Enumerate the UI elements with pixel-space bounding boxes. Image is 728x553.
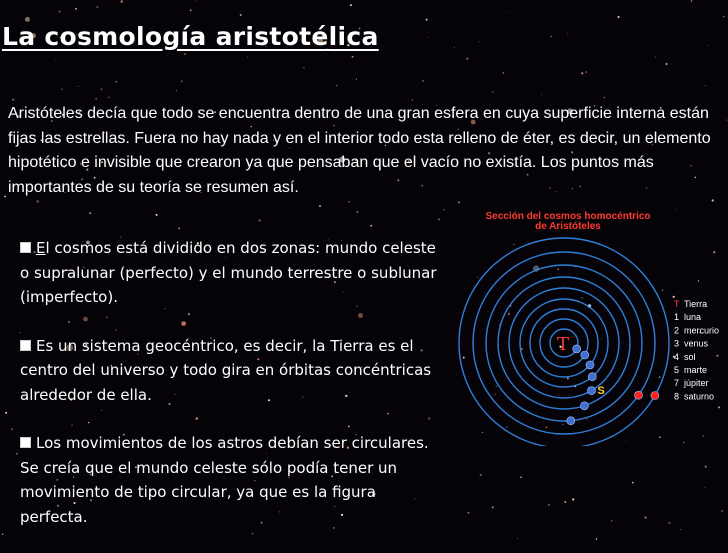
legend-marker: 5 xyxy=(674,365,680,375)
planet-marker xyxy=(573,345,581,353)
star xyxy=(5,412,7,414)
star xyxy=(11,428,13,430)
star xyxy=(356,211,358,213)
star xyxy=(655,57,656,58)
star xyxy=(75,8,77,10)
diagram-subtitle: de Aristóteles xyxy=(535,221,601,232)
star xyxy=(190,10,192,12)
planet-marker xyxy=(588,373,596,381)
star xyxy=(184,53,186,55)
star xyxy=(116,81,117,82)
star xyxy=(55,59,56,60)
square-bullet-icon xyxy=(20,340,31,351)
legend-marker: 2 xyxy=(674,325,680,336)
star xyxy=(517,538,518,539)
legend-label: júpiter xyxy=(684,378,709,389)
star xyxy=(705,466,707,468)
legend-label: luna xyxy=(684,312,702,323)
star xyxy=(454,47,455,48)
star xyxy=(181,80,183,82)
point-text: Los movimientos de los astros debían ser circulares. Se creía que el mundo celeste sólo podía tener un movimiento de tipo circular, ya que es la figura perfecta. xyxy=(20,434,429,526)
star xyxy=(412,99,413,100)
list-item xyxy=(20,431,440,529)
star xyxy=(548,504,550,506)
star xyxy=(669,522,671,524)
star xyxy=(691,0,692,1)
star xyxy=(58,10,60,12)
page-title: La cosmología aristotélica xyxy=(2,22,379,51)
star xyxy=(581,72,583,74)
planet-marker xyxy=(651,392,659,400)
legend-label: Tierra xyxy=(684,299,708,309)
star xyxy=(604,97,605,98)
star xyxy=(356,79,357,80)
star xyxy=(704,487,705,488)
star xyxy=(422,80,423,81)
key-points-list xyxy=(20,236,440,553)
star xyxy=(726,119,727,120)
star xyxy=(444,209,445,210)
star xyxy=(89,212,91,214)
diagram-title: Sección del cosmos homocéntrico xyxy=(485,211,651,222)
legend-marker: 1 xyxy=(674,312,680,323)
star xyxy=(336,85,337,86)
star xyxy=(438,218,440,220)
point-text: Es un sistema geocéntrico, es decir, la Tierra es el centro del universo y todo gira en órbitas concéntricas alrededor de ella. xyxy=(20,336,432,404)
star xyxy=(632,482,634,484)
star xyxy=(156,214,158,216)
star xyxy=(551,36,552,37)
star xyxy=(240,14,242,16)
star xyxy=(426,19,428,21)
star xyxy=(4,196,6,198)
star xyxy=(564,501,566,503)
star xyxy=(370,225,372,227)
legend-marker: 8 xyxy=(674,391,680,402)
legend-label: mercurio xyxy=(684,325,720,336)
earth-label: T xyxy=(556,334,570,355)
star xyxy=(458,201,460,203)
star xyxy=(319,205,321,207)
planet-marker xyxy=(581,351,589,359)
star xyxy=(466,58,468,60)
star xyxy=(178,228,180,230)
star xyxy=(121,0,123,2)
star xyxy=(618,16,620,18)
intro-paragraph: Aristóteles decía que todo se encuentra dentro de una gran esfera en cuya superficie interna están fijas las estrellas. Fuera no hay nada y en el interior todo esta relleno de éter, es decir, un elemento hipotético e invisible que crearon ya que pensaban que el vacío no existía. Los puntos más importantes de su teoría se resumen así. xyxy=(8,105,711,196)
star xyxy=(176,90,177,91)
star xyxy=(78,86,79,87)
legend-label: sol xyxy=(684,351,696,362)
star xyxy=(611,520,613,522)
star xyxy=(666,63,668,65)
star xyxy=(0,266,1,267)
legend-label: marte xyxy=(684,365,708,375)
star xyxy=(542,94,543,95)
star xyxy=(196,0,197,1)
star xyxy=(708,45,709,46)
star xyxy=(507,11,508,12)
star xyxy=(644,516,646,518)
legend-marker: 4 xyxy=(674,351,680,362)
point-first-letter: E xyxy=(36,239,46,257)
star xyxy=(350,4,352,6)
star xyxy=(96,6,98,8)
star xyxy=(61,89,62,90)
sun-label: S xyxy=(597,385,605,397)
star xyxy=(2,534,3,535)
planet-marker xyxy=(635,391,643,399)
point-text: l cosmos está dividido en dos zonas: mundo celeste o supralunar (perfecto) y el mundo terrestre o sublunar (imperfecto). xyxy=(20,239,437,306)
square-bullet-icon xyxy=(20,242,31,253)
diagram-legend xyxy=(674,299,719,401)
star xyxy=(709,97,710,98)
star xyxy=(12,99,14,101)
star xyxy=(492,506,494,508)
star xyxy=(585,71,587,73)
star xyxy=(468,512,470,514)
legend-label: venus xyxy=(684,338,709,349)
legend-marker: 7 xyxy=(674,378,680,389)
star xyxy=(572,498,574,500)
star xyxy=(37,200,39,202)
star xyxy=(478,41,479,42)
star xyxy=(95,98,97,100)
legend-marker: T xyxy=(674,299,680,309)
legend-label: saturno xyxy=(684,391,715,402)
star xyxy=(492,91,494,93)
planet-marker xyxy=(580,402,588,410)
square-bullet-icon xyxy=(20,437,31,448)
planet-marker xyxy=(588,387,596,395)
star xyxy=(480,474,482,476)
star xyxy=(428,37,429,38)
planet-marker xyxy=(567,417,575,425)
star xyxy=(247,57,248,58)
star xyxy=(721,510,723,512)
list-item xyxy=(20,334,440,408)
star xyxy=(16,453,18,455)
cosmos-diagram xyxy=(456,206,728,446)
legend-marker: 3 xyxy=(674,338,680,349)
star xyxy=(349,201,350,202)
star xyxy=(503,72,505,74)
star xyxy=(520,476,522,478)
star xyxy=(680,529,681,530)
star xyxy=(723,16,725,18)
star xyxy=(705,85,706,86)
star xyxy=(101,89,102,90)
star xyxy=(596,538,597,539)
star xyxy=(108,97,109,98)
star xyxy=(352,56,354,58)
star xyxy=(567,33,568,34)
star xyxy=(303,67,305,69)
star xyxy=(259,219,261,221)
planet-marker xyxy=(586,361,594,369)
list-item xyxy=(20,236,440,310)
